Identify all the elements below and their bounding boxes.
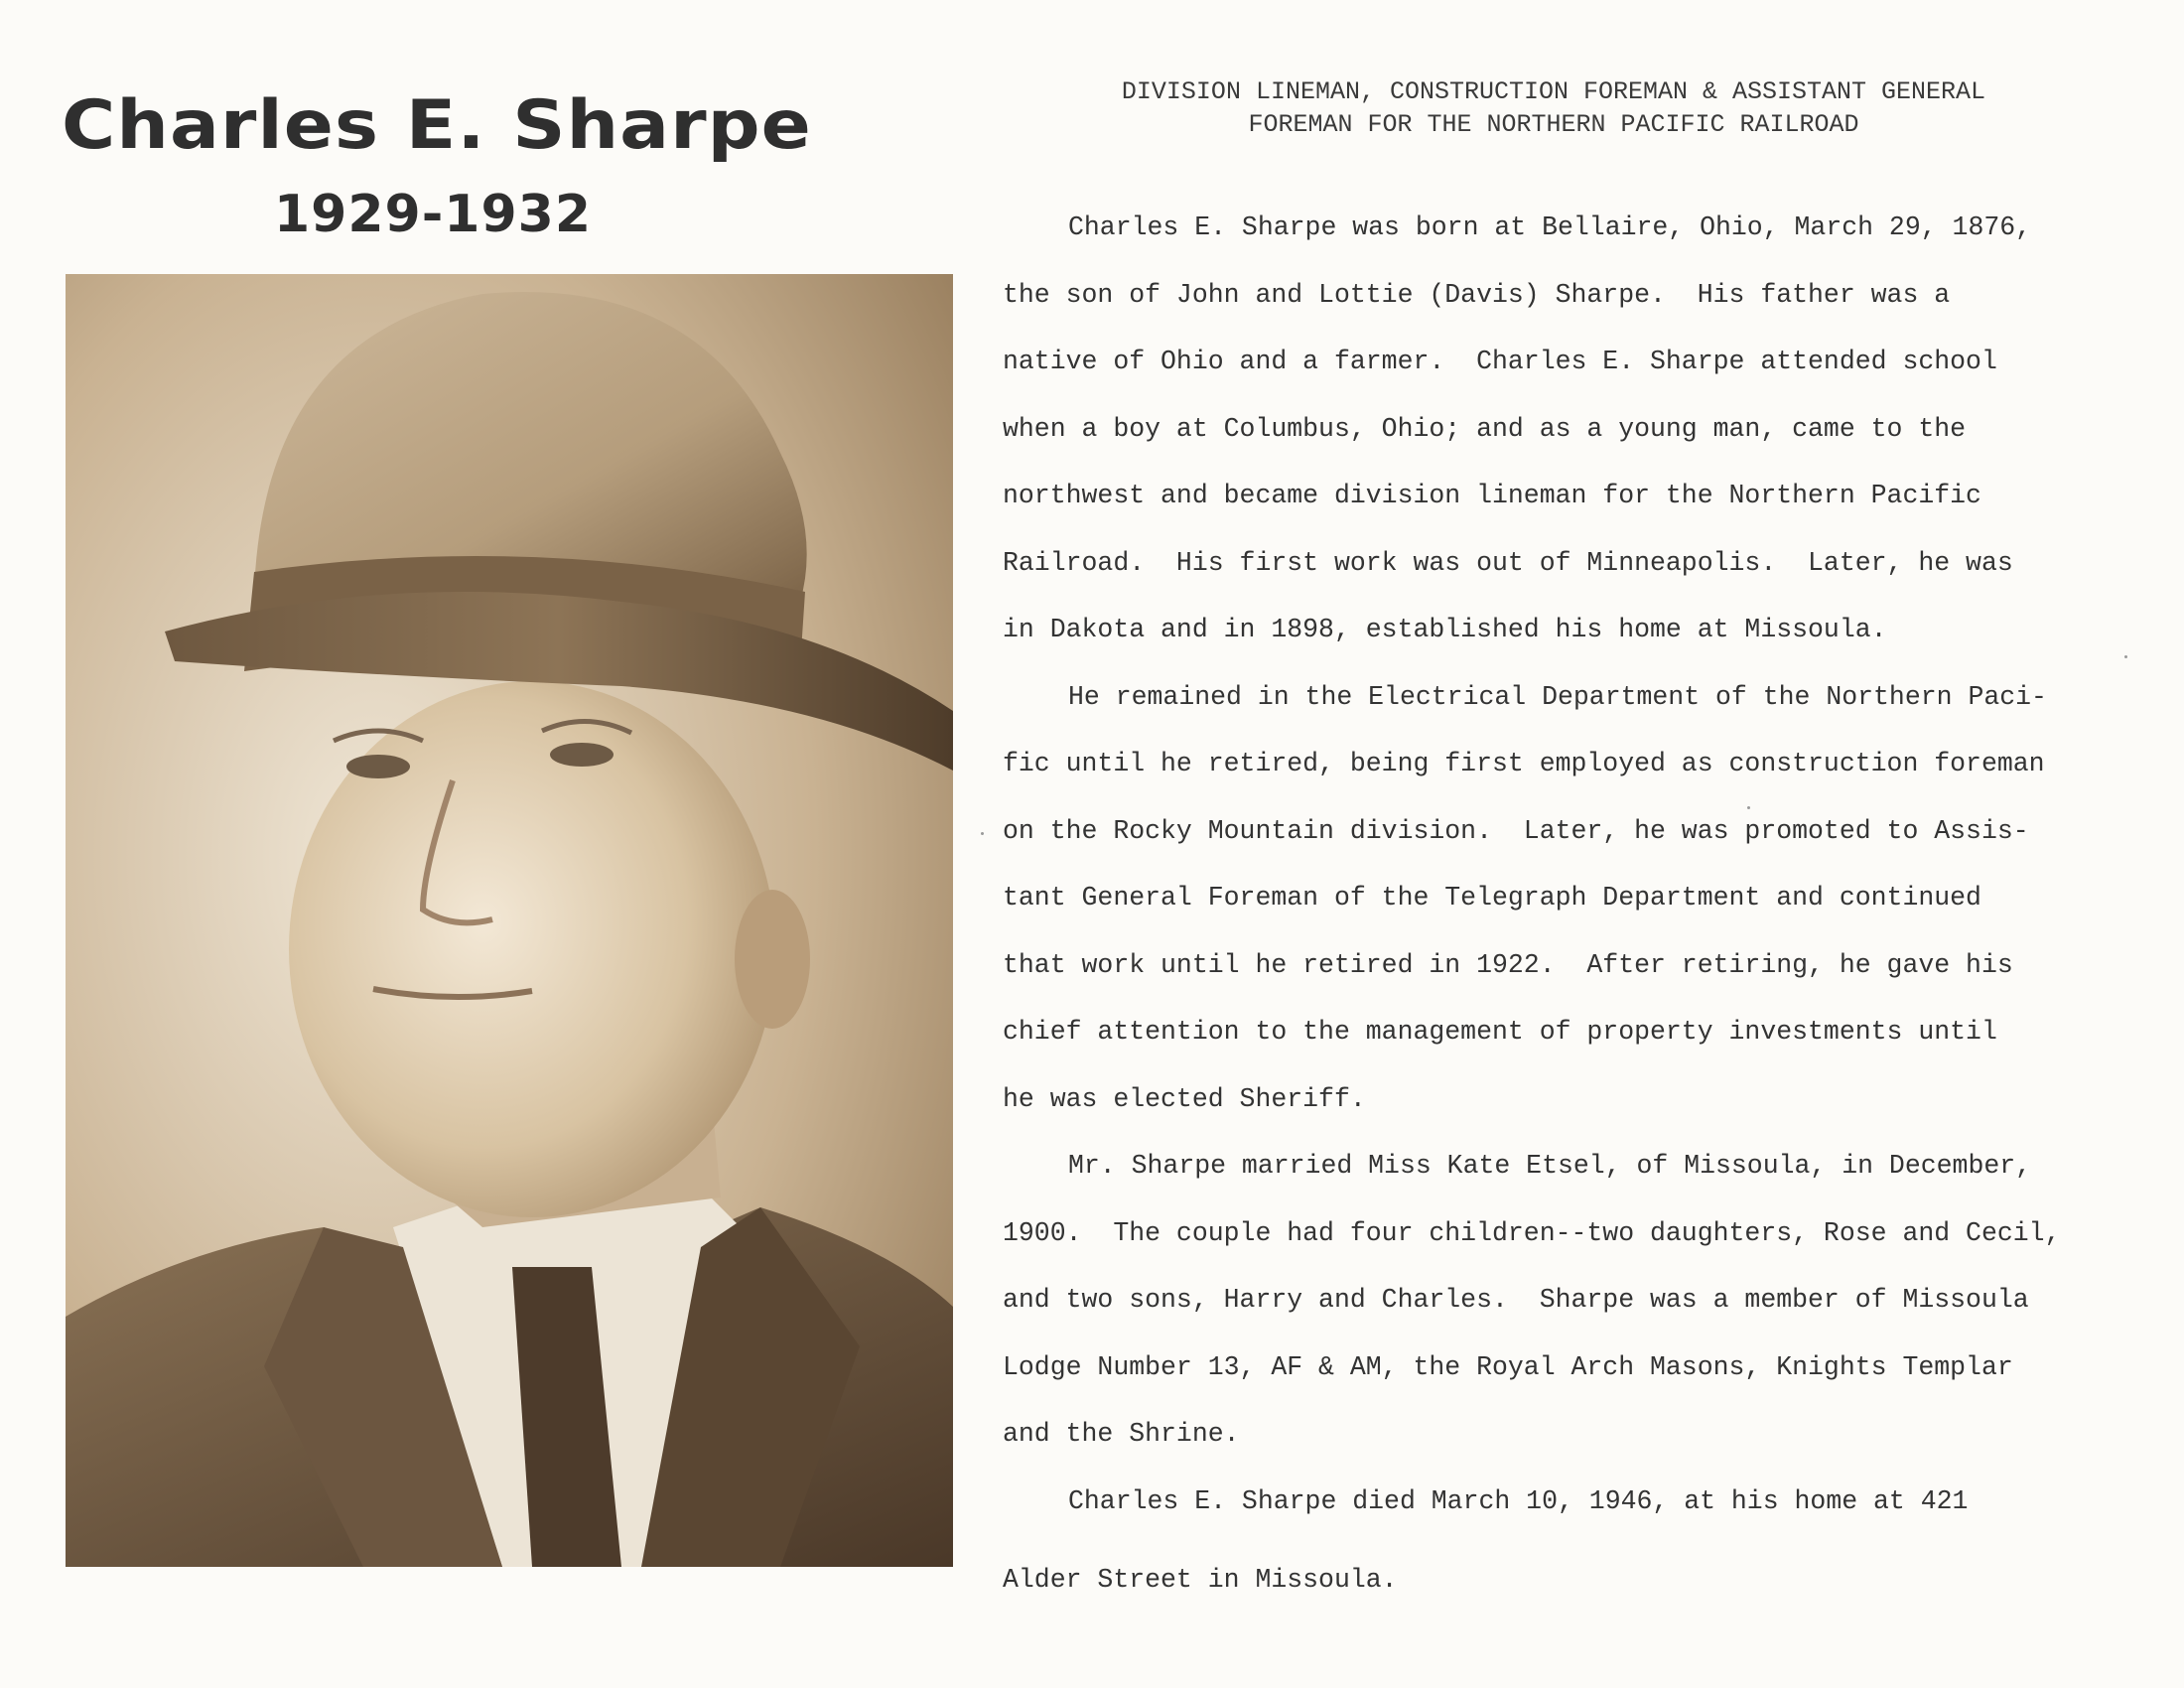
text-line: Charles E. Sharpe died March 10, 1946, at his home at 421 (1068, 1485, 1969, 1516)
text-line: Alder Street in Missoula. (1003, 1565, 1398, 1595)
text-line: that work until he retired in 1922. After retiring, he gave his (1003, 949, 2013, 980)
text-line: the son of John and Lottie (Davis) Sharpe. His father was a (1003, 279, 1951, 310)
text-line: Lodge Number 13, AF & AM, the Royal Arch Masons, Knights Templar (1003, 1351, 2013, 1382)
paper-speck (1747, 806, 1750, 809)
text-line: Mr. Sharpe married Miss Kate Etsel, of Missoula, in December, (1068, 1151, 2032, 1181)
text-line: fic until he retired, being first employed as construction foreman (1003, 749, 2045, 778)
text-line: 1900. The couple had four children--two daughters, Rose and Cecil, (1003, 1217, 2061, 1248)
text-line: tant General Foreman of the Telegraph Department and continued (1003, 883, 1981, 913)
portrait-photo (66, 274, 953, 1567)
biography-text (1003, 211, 2144, 1630)
header-line: FOREMAN FOR THE NORTHERN PACIFIC RAILROAD (1248, 110, 1859, 139)
term-years: 1929-1932 (274, 185, 593, 244)
document-header (1003, 75, 2105, 141)
text-line: Charles E. Sharpe was born at Bellaire, Ohio, March 29, 1876, (1068, 212, 2032, 242)
paper-speck (981, 832, 984, 835)
text-line: northwest and became division lineman for the Northern Pacific (1003, 481, 1981, 510)
text-line: on the Rocky Mountain division. Later, he was promoted to Assis- (1003, 815, 2029, 846)
text-line: Railroad. His first work was out of Minneapolis. Later, he was (1003, 547, 2013, 578)
paper-speck (2124, 655, 2127, 658)
text-line: in Dakota and in 1898, established his home at Missoula. (1003, 615, 1887, 644)
header-line: DIVISION LINEMAN, CONSTRUCTION FOREMAN & ASSISTANT GENERAL (1121, 77, 1986, 106)
text-line: when a boy at Columbus, Ohio; and as a young man, came to the (1003, 413, 1967, 444)
text-line: chief attention to the management of property investments until (1003, 1017, 1997, 1047)
text-line: he was elected Sheriff. (1003, 1083, 1366, 1114)
text-line: and two sons, Harry and Charles. Sharpe was a member of Missoula (1003, 1285, 2029, 1315)
text-line: native of Ohio and a farmer. Charles E. Sharpe attended school (1003, 347, 1997, 376)
text-line: He remained in the Electrical Department of the Northern Paci- (1068, 681, 2047, 712)
page-title: Charles E. Sharpe (62, 85, 812, 165)
text-line: and the Shrine. (1003, 1419, 1240, 1449)
